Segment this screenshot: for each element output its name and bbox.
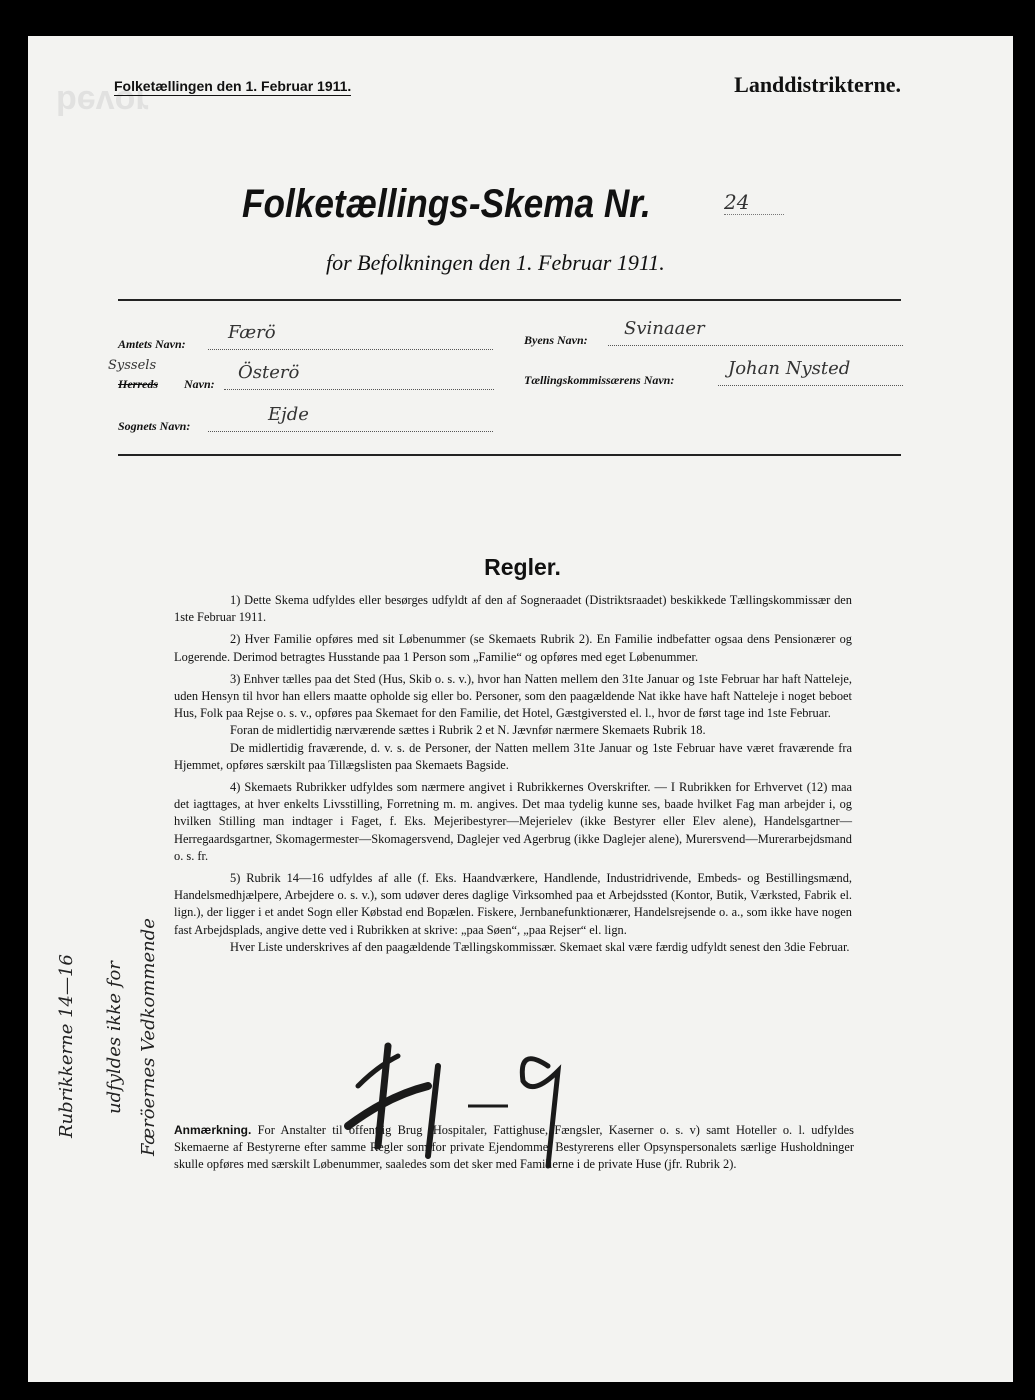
rule-5: 5) Rubrik 14—16 udfyldes af alle (f. Eks. Haandværkere, Handlende, Industridrivende, Embeds- og Bestillingsmænd, Handelsmedhjælpere, Arbejdere o. s. v.), som udøver deres daglige Virksomhed paa et Arbejdssted (Kontor, Butik, Værksted, Fabrik el. lign.), der ligger i et andet Sogn eller Købstad end Bopælen. Fiskere, Jernbanefunktionærer, Handelsrejsende o. a., som ikke have nogen fast Arbejdsplads, angive dette ved i Rubrikken at skrive: „paa Søen“, „paa Rejser“ el. lign.: [174, 871, 852, 937]
rule-2: 2) Hver Familie opføres med sit Løbenummer (se Skemaets Rubrik 2). En Familie indbefatter ogsaa dens Pensionærer og Logerende. Derimod betragtes Husstande paa 1 Person som „Familie“ og opføres med eget Løbenummer.: [174, 632, 852, 664]
header-district-type: Landdistrikterne.: [734, 72, 901, 97]
form-subtitle: for Befolkningen den 1. Februar 1911.: [326, 250, 665, 275]
kommissaer-value: Johan Nysted: [728, 358, 851, 379]
header-census-date: Folketællingen den 1. Februar 1911.: [114, 78, 352, 94]
by-value: Svinaaer: [624, 318, 705, 339]
form-title: Folketællings-Skema Nr.: [242, 182, 651, 226]
amt-label: Amtets Navn:: [118, 337, 186, 351]
margin-note-line-2: udfyldes ikke for: [104, 961, 125, 1114]
sogn-value: Ejde: [268, 404, 309, 425]
rules-body: [174, 592, 852, 961]
rule-1: 1) Dette Skema udfyldes eller besørges udfyldt af den af Sogneraadet (Distriktsraadet) beskikkede Tællingskommissær den 1ste Februar 1911.: [174, 593, 852, 625]
kommissaer-label: Tællingskommissærens Navn:: [524, 373, 675, 387]
sogn-label: Sognets Navn:: [118, 419, 191, 433]
note-text: For Anstalter til offentlig Brug (Hospitaler, Fattighuse, Fængsler, Kaserner o. s. v) samt Hoteller o. l. udfyldes Skemaerne af Bestyrerne efter samme Regler som for private Ejendomme. Bestyrerens eller Opsynspersonalets særlige Husholdninger skulle opføres med særskilt Løbenummer, saaledes som det sker med Familierne i de private Huse (jfr. Rubrik 2).: [174, 1123, 854, 1172]
rule-3-absent: De midlertidig fraværende, d. v. s. de Personer, der Natten mellem 31te Januar og 1ste Februar have været fraværende fra Hjemmet, opføres særskilt paa Tillægslisten paa Skemaets Bagside.: [174, 740, 852, 772]
bleed-through-text: bevor: [56, 83, 149, 121]
by-label: Byens Navn:: [524, 333, 588, 347]
schema-number: 24: [724, 190, 784, 215]
rule-3-note-n: Foran de midlertidig nærværende sættes i Rubrik 2 et N. Jævnfør nærmere Skemaets Rubrik 18.: [230, 723, 706, 738]
rule-3: 3) Enhver tælles paa det Sted (Hus, Skib o. s. v.), hvor han Natten mellem den 31te Januar og 1ste Februar har haft Natteleje, uden Hensyn til hvor han ellers maatte opholde sig eller bo. Personer, som den paagældende Nat ikke have haft Natteleje i noget beboet Hus, Folk paa Rejse o. s. v., opføres paa Skemaet for den Familie, det Hotel, Gæstgiversted el. l., hvor de først tage ind 1ste Februar.: [174, 671, 852, 721]
census-form-page: [28, 36, 1013, 1382]
herred-label-correction: Syssels: [108, 358, 157, 373]
sogn-line: [208, 417, 493, 432]
note-label: Anmærkning.: [174, 1123, 252, 1137]
rules-heading: Regler.: [484, 554, 561, 580]
herred-label: Navn:: [184, 377, 215, 391]
herred-value: Österö: [238, 362, 300, 383]
herred-label-struck: Herreds: [118, 377, 158, 391]
bottom-divider: [118, 454, 901, 456]
rule-5-signature: Hver Liste underskrives af den paagældende Tællingskommissær. Skemaet skal være færdig udfyldt senest den 3die Februar.: [230, 939, 850, 954]
rule-4: 4) Skemaets Rubrikker udfyldes som nærmere angivet i Rubrikkernes Overskrifter. — I Rubrikken for Erhvervet (12) maa det iagttages, at hver enkelts Livsstilling, Forretning m. m. angives. Det maa tydelig kunne ses, baade hvilket Fag man arbejder i, og hvilken Stilling man indtager i Faget, f. Eks. Mejeribestyrer—Mejerielev (ikke Bestyrer eller Elev alene), Handelsgartner—Herregaardsgartner, Skomagermester—Skomagersvend, Daglejer ved Agerbrug (ikke Daglejer alene), Murersvend—Murerarbejdsmand o. s. fr.: [174, 780, 852, 863]
amt-value: Færö: [228, 322, 276, 343]
margin-note-line-3: Færöernes Vedkommende: [138, 918, 159, 1156]
top-divider: [118, 299, 901, 301]
handwritten-tally-mark: [318, 1026, 578, 1176]
margin-note-line-1: Rubrikkerne 14—16: [56, 954, 77, 1138]
